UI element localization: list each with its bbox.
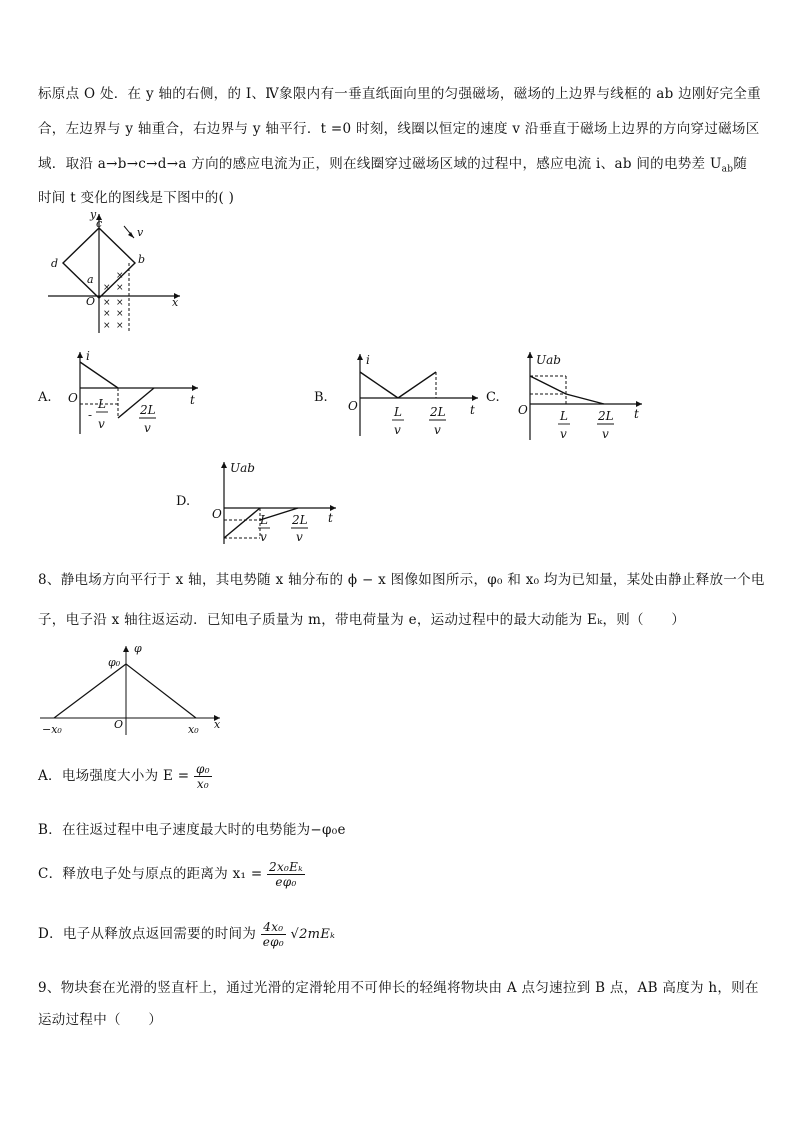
option-a-tick1-den: v bbox=[98, 417, 105, 431]
option-b-tick1-den: v bbox=[394, 423, 401, 437]
label-v: v bbox=[137, 226, 144, 239]
svg-text:×: × bbox=[116, 271, 124, 281]
p7-line-1: 标原点 O 处．在 y 轴的右侧，的 I、Ⅳ象限内有一垂直纸面向里的匀强磁场，磁场的上边界与线框的 ab 边刚好完全重 bbox=[38, 86, 761, 102]
option-c-origin: O bbox=[518, 403, 528, 417]
option-d-graph bbox=[206, 458, 341, 548]
p7-line-2: 合，左边界与 y 轴重合，右边界与 y 轴平行．t =0 时刻，线圈以恒定的速度 v 沿垂直于磁场上边界的方向穿过磁场区 bbox=[38, 121, 760, 137]
p7-line-3 bbox=[38, 152, 747, 175]
p8-option-a-den: x₀ bbox=[196, 777, 209, 791]
label-origin: O bbox=[86, 295, 96, 308]
label-y: y bbox=[90, 208, 97, 221]
option-a-label: A. bbox=[38, 390, 52, 405]
svg-text:×: × bbox=[116, 321, 124, 331]
p8-option-a bbox=[38, 762, 212, 791]
option-c-tick2-den: v bbox=[602, 427, 609, 441]
label-neg-x0: −x₀ bbox=[42, 723, 62, 736]
option-b-label: B. bbox=[314, 390, 328, 405]
p8-option-d-den: eφ₀ bbox=[262, 935, 284, 949]
label-x: x bbox=[172, 296, 179, 309]
svg-text:×: × bbox=[103, 283, 111, 293]
option-a-origin: O bbox=[68, 391, 78, 405]
option-c-yaxis: Uab bbox=[536, 353, 561, 367]
option-d-label: D. bbox=[176, 494, 191, 509]
p8-line-2: 子，电子沿 x 轴往返运动．已知电子质量为 m，带电荷量为 e，运动过程中的最大动能为 Eₖ，则（ ） bbox=[38, 612, 686, 628]
option-b-tick2-den: v bbox=[434, 423, 441, 437]
option-a-tick2-num: 2L bbox=[140, 403, 156, 417]
option-d-tick2-den: v bbox=[296, 530, 303, 544]
p7-loop-figure bbox=[40, 208, 190, 336]
field-crosses bbox=[103, 271, 124, 331]
option-c-tick1-den: v bbox=[560, 427, 567, 441]
option-c-tick1-num: L bbox=[560, 409, 568, 423]
option-a-tick2-den: v bbox=[144, 421, 151, 435]
label-x: x bbox=[214, 718, 221, 731]
label-origin: O bbox=[114, 718, 124, 731]
option-d-yaxis: Uab bbox=[230, 461, 255, 475]
p8-option-c-den: eφ₀ bbox=[275, 875, 297, 889]
svg-text:×: × bbox=[116, 298, 124, 308]
option-c-graph bbox=[512, 348, 647, 443]
p7-line-4: 时间 t 变化的图线是下图中的( ) bbox=[38, 190, 235, 206]
svg-text:×: × bbox=[116, 283, 124, 293]
option-c-label: C. bbox=[486, 390, 500, 405]
option-b-yaxis: i bbox=[366, 353, 370, 367]
p7-uab-sub: ab bbox=[721, 164, 734, 175]
option-d-tick1-num: L bbox=[260, 513, 268, 527]
p8-option-c-text: C．释放电子处与原点的距离为 x₁ = bbox=[38, 866, 263, 882]
label-b: b bbox=[138, 253, 146, 266]
label-c: c bbox=[96, 217, 103, 230]
p8-line-1: 8、静电场方向平行于 x 轴，其电势随 x 轴分布的 ϕ − x 图像如图所示，φ₀ 和 x₀ 均为已知量，某处由静止释放一个电 bbox=[38, 572, 765, 588]
label-phi: φ bbox=[134, 642, 142, 655]
option-a-yaxis: i bbox=[86, 349, 90, 363]
svg-text:×: × bbox=[103, 298, 111, 308]
p8-option-d-text: D．电子从释放点返回需要的时间为 bbox=[38, 926, 257, 942]
option-a-tick1-num: L bbox=[98, 397, 106, 411]
option-a-taxis: t bbox=[190, 393, 195, 407]
p8-option-a-num: φ₀ bbox=[196, 762, 210, 776]
p8-option-d-fraction bbox=[261, 920, 286, 949]
p9-line-1: 9、物块套在光滑的竖直杆上，通过光滑的定滑轮用不可伸长的轻绳将物块由 A 点匀速拉到 B 点，AB 高度为 h，则在 bbox=[38, 980, 759, 996]
p8-potential-graph bbox=[38, 640, 228, 740]
label-d: d bbox=[51, 257, 59, 270]
p8-option-a-text: A．电场强度大小为 E = bbox=[38, 768, 190, 784]
option-d-tick1-den: v bbox=[260, 530, 267, 544]
p7-line-3-text: 域．取沿 a→b→c→d→a 方向的感应电流为正，则在线圈穿过磁场区域的过程中，感应电流 i、ab 间的电势差 U bbox=[38, 156, 722, 172]
option-b-taxis: t bbox=[470, 403, 475, 417]
option-b-origin: O bbox=[348, 399, 358, 413]
p9-line-2: 运动过程中（ ） bbox=[38, 1012, 163, 1028]
label-a: a bbox=[87, 273, 94, 286]
label-phi0: φ₀ bbox=[108, 656, 121, 669]
option-a-tick1-sign: - bbox=[88, 408, 93, 422]
option-b-tick2-num: 2L bbox=[430, 405, 446, 419]
option-d-tick2-num: 2L bbox=[292, 513, 308, 527]
p8-option-c-fraction bbox=[267, 860, 305, 889]
option-b-graph bbox=[342, 350, 482, 440]
option-a-graph bbox=[62, 348, 202, 438]
p8-option-a-fraction bbox=[194, 762, 212, 791]
option-d-taxis: t bbox=[328, 511, 333, 525]
label-x0: x₀ bbox=[188, 723, 199, 736]
p7-line-3-end: 随 bbox=[733, 156, 748, 172]
svg-text:×: × bbox=[116, 309, 124, 319]
option-b-tick1-num: L bbox=[394, 405, 402, 419]
p8-option-d-num: 4x₀ bbox=[261, 920, 286, 935]
p8-option-d-root: √2mEₖ bbox=[290, 927, 336, 942]
option-c-tick2-num: 2L bbox=[598, 409, 614, 423]
p8-option-c bbox=[38, 860, 305, 889]
svg-text:×: × bbox=[103, 309, 111, 319]
p8-option-c-num: 2x₀Eₖ bbox=[269, 860, 303, 874]
svg-text:×: × bbox=[103, 321, 111, 331]
option-d-origin: O bbox=[212, 507, 222, 521]
option-c-taxis: t bbox=[634, 407, 639, 421]
p8-option-b: B．在往返过程中电子速度最大时的电势能为−φ₀e bbox=[38, 822, 346, 838]
p8-option-d bbox=[38, 920, 335, 949]
